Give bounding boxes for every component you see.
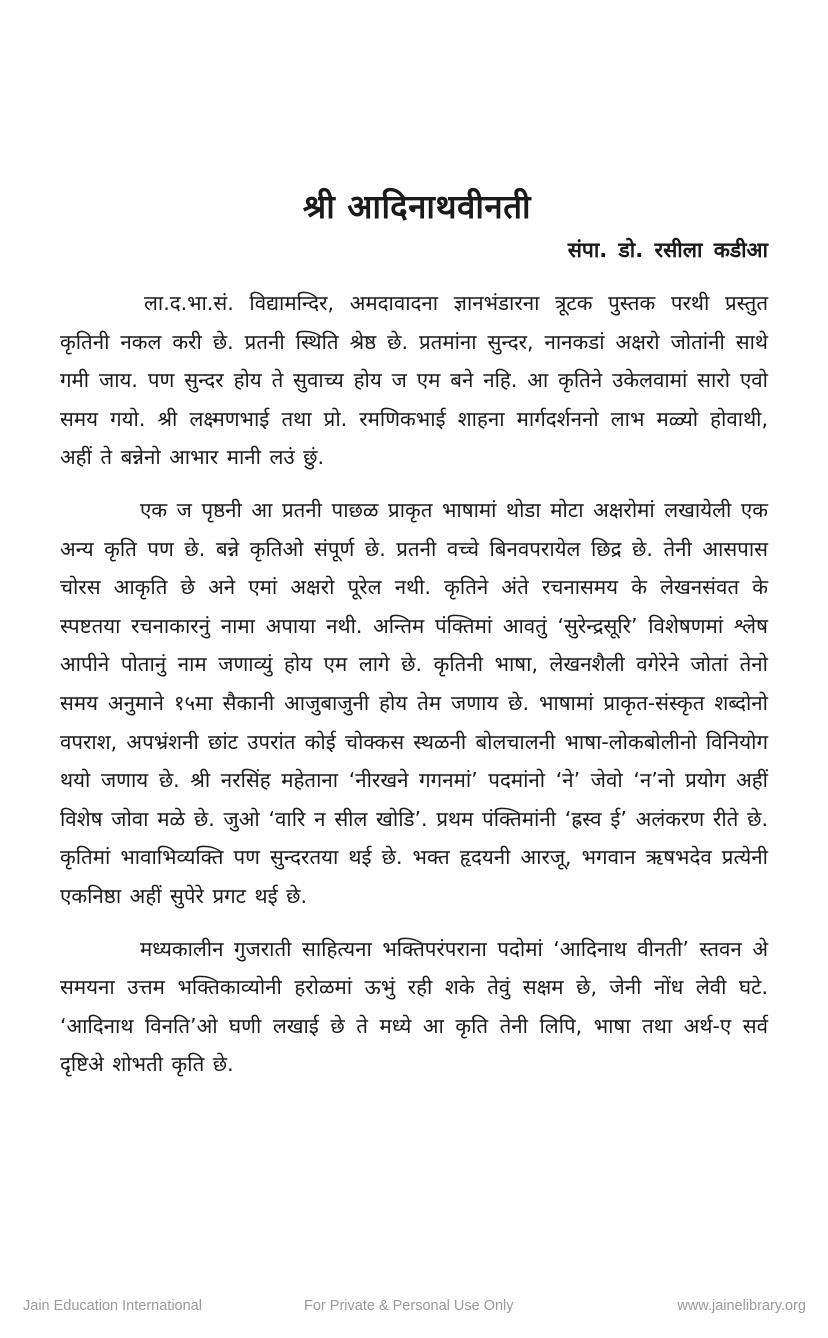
- editor-credit: संपा. डो. रसीला कडीआ: [567, 238, 768, 262]
- paragraph-intro: ला.द.भा.सं. विद्यामन्दिर, अमदावादना ज्ञानभंडारना त्रूटक पुस्तक परथी प्रस्तुत कृतिनी नकल करी छे. प्रतनी स्थिति श्रेष्ठ छे. प्रतमांना सुन्दर, नानकडां अक्षरो जोतांनी साथे गमी जाय. पण सुन्दर होय ते सुवाच्य होय ज एम बने नहि. आ कृतिने उकेलवामां सारो एवो समय गयो. श्री लक्ष्मणभाई तथा प्रो. रमणिकभाई शाहना मार्गदर्शननो लाभ मळ्यो होवाथी, अहीं ते बन्नेनो आभार मानी लउं छुं.: [60, 291, 768, 470]
- footer-website-link[interactable]: www.jainelibrary.org: [677, 1298, 806, 1314]
- footer-usage-notice: For Private & Personal Use Only: [304, 1298, 514, 1314]
- page-footer: [0, 1298, 828, 1320]
- paragraph-manuscript-description: एक ज पृष्ठनी आ प्रतनी पाछळ प्राकृत भाषामां थोडा मोटा अक्षरोमां लखायेली एक अन्य कृति पण छे. बन्ने कृतिओ संपूर्ण छे. प्रतनी वच्चे बिनवपरायेल छिद्र छे. तेनी आसपास चोरस आकृति छे अने एमां अक्षरो पूरेल नथी. कृतिने अंते रचनासमय के लेखनसंवत के स्पष्टतया रचनाकारनुं नामा अपाया नथी. अन्तिम पंक्तिमां आवतुं ‘सुरेन्द्रसूरि’ विशेषणमां श्लेष आपीने पोतानुं नाम जणाव्युं होय एम लागे छे. कृतिनी भाषा, लेखनशैली वगेरेने जोतां तेनो समय अनुमाने १५मा सैकानी आजुबाजुनी होय तेम जणाय छे. भाषामां प्राकृत-संस्कृत शब्दोनो वपराश, अपभ्रंशनी छांट उपरांत कोई चोक्कस स्थळनी बोलचालनी भाषा-लोकबोलीनो विनियोग थयो जणाय छे. श्री नरसिंह महेताना ‘नीरखने गगनमां’ पदमांनो ‘ने’ जेवो ‘न’नो प्रयोग अहीं विशेष जोवा मळे छे. जुओ ‘वारि न सील खोडि’. प्रथम पंक्तिमांनी ‘ह्रस्व ई’ अलंकरण रीते छे. कृतिमां भावाभिव्यक्ति पण सुन्दरतया थई छे. भक्त हृदयनी आरजू, भगवान ऋषभदेव प्रत्येनी एकनिष्ठा अहीं सुपेरे प्रगट थई छे.: [60, 497, 768, 908]
- page-title: श्री आदिनाथवीनती: [302, 187, 532, 226]
- footer-publisher: Jain Education International: [23, 1298, 202, 1314]
- paragraph-conclusion: मध्यकालीन गुजराती साहित्यना भक्तिपरंपराना पदोमां ‘आदिनाथ वीनती’ स्तवन अे समयना उत्तम भक्तिकाव्योनी हरोळमां ऊभुं रही शके तेवुं सक्षम छे, जेनी नोंध लेवी घटे. ‘आदिनाथ विनति’ओ घणी लखाई छे ते मध्ये आ कृति तेनी लिपि, भाषा तथा अर्थ-ए सर्व दृष्टिअे शोभती कृति छे.: [60, 936, 768, 1077]
- body-text: [60, 284, 768, 1098]
